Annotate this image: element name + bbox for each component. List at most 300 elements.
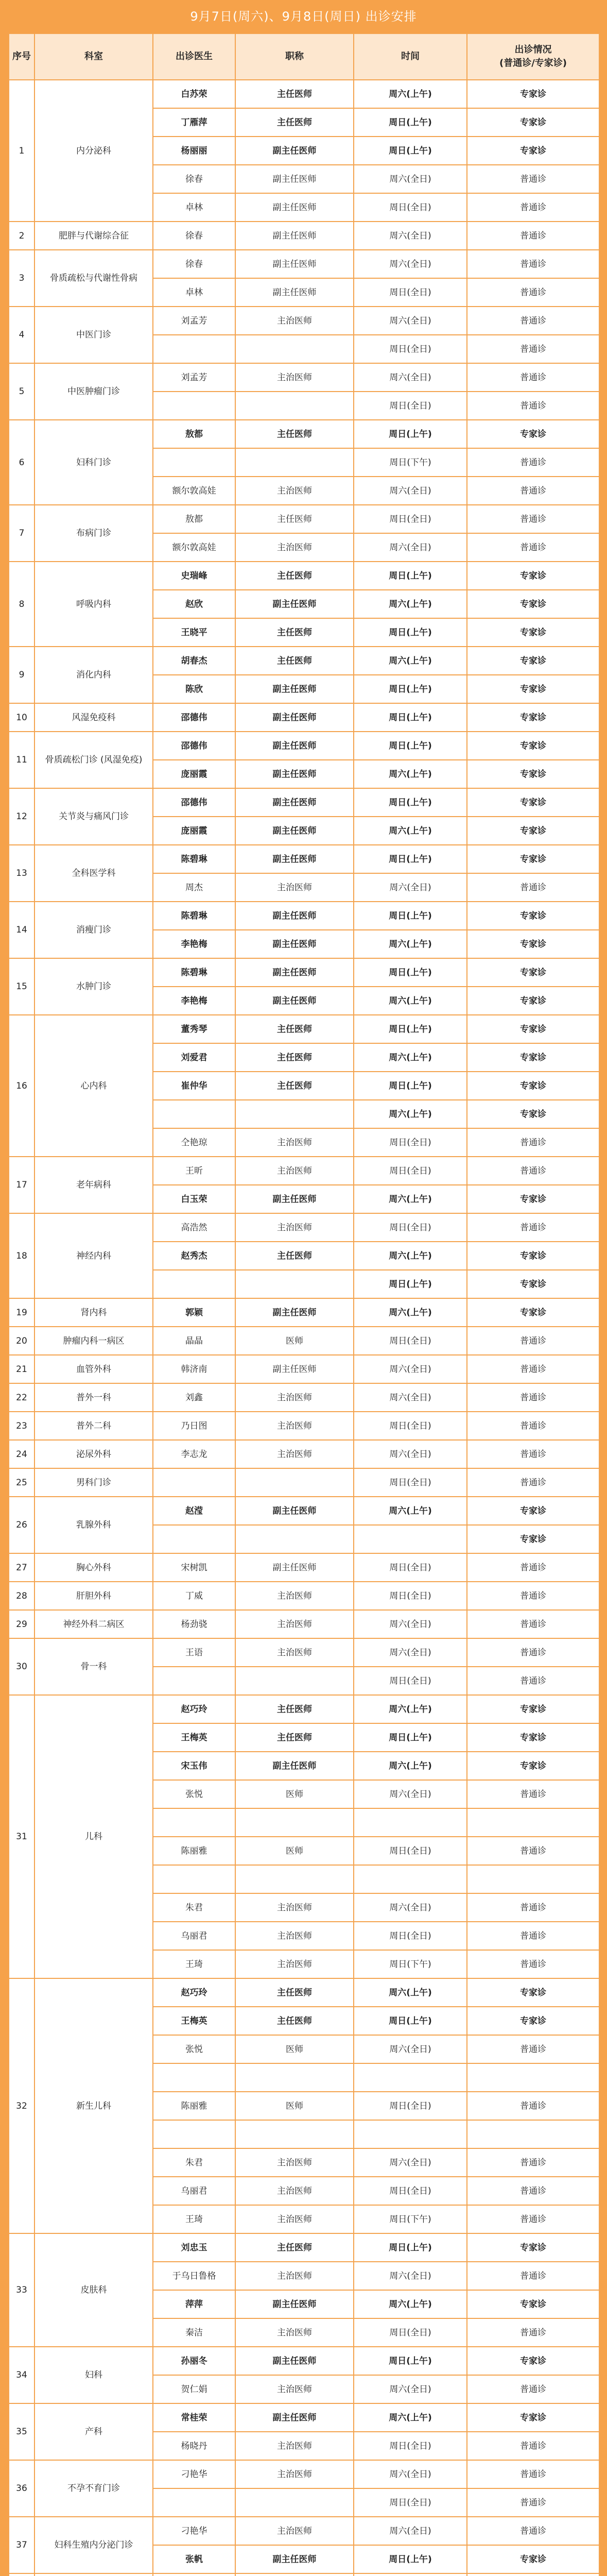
clinic-type: 普通诊 <box>467 250 599 278</box>
row-index: 22 <box>9 1383 34 1412</box>
doctor-title: 副主任医师 <box>235 222 354 250</box>
row-index: 27 <box>9 1553 34 1582</box>
doctor-name: 胡春杰 <box>153 647 235 675</box>
doctor-title <box>235 1100 354 1128</box>
doctor-name: 朱君 <box>153 1893 235 1922</box>
clinic-time: 周六(上午) <box>354 987 467 1015</box>
clinic-time: 周日(全日) <box>354 2177 467 2205</box>
header-department: 科室 <box>34 33 153 80</box>
doctor-title: 主治医师 <box>235 1950 354 1978</box>
doctor-title: 主治医师 <box>235 2148 354 2177</box>
row-index: 12 <box>9 788 34 845</box>
clinic-time: 周六(全日) <box>354 1893 467 1922</box>
department-name: 肝胆外科 <box>34 1582 153 1610</box>
doctor-name: 李志龙 <box>153 1440 235 1468</box>
table-row <box>9 1412 599 1440</box>
row-index: 33 <box>9 2233 34 2347</box>
doctor-title: 主任医师 <box>235 80 354 108</box>
doctor-name: 孙丽冬 <box>153 2347 235 2375</box>
doctor-title: 主任医师 <box>235 1723 354 1752</box>
doctor-title: 主治医师 <box>235 1638 354 1667</box>
clinic-type <box>467 1808 599 1837</box>
department-name: 新生儿科 <box>34 1978 153 2233</box>
row-index: 11 <box>9 732 34 788</box>
clinic-time: 周六(全日) <box>354 533 467 562</box>
department-name: 普外一科 <box>34 1383 153 1412</box>
clinic-type: 普通诊 <box>467 1638 599 1667</box>
clinic-time: 周六(全日) <box>354 2517 467 2545</box>
doctor-title: 副主任医师 <box>235 703 354 732</box>
clinic-time: 周日(上午) <box>354 2007 467 2035</box>
doctor-title <box>235 1525 354 1553</box>
clinic-type: 专家诊 <box>467 987 599 1015</box>
clinic-type: 专家诊 <box>467 1298 599 1327</box>
clinic-time: 周日(上午) <box>354 902 467 930</box>
doctor-name: 于乌日鲁格 <box>153 2262 235 2290</box>
doctor-title <box>235 1468 354 1497</box>
clinic-time: 周日(下午) <box>354 448 467 477</box>
table-row <box>9 2403 599 2432</box>
department-name <box>34 2573 153 2576</box>
clinic-time: 周六(全日) <box>354 165 467 193</box>
department-name: 骨质疏松门诊 (风湿免疫) <box>34 732 153 788</box>
doctor-name <box>153 1525 235 1553</box>
clinic-time: 周日(全日) <box>354 278 467 307</box>
header-title: 职称 <box>235 33 354 80</box>
clinic-time: 周六(全日) <box>354 250 467 278</box>
clinic-type: 专家诊 <box>467 703 599 732</box>
doctor-title: 副主任医师 <box>235 732 354 760</box>
department-name: 儿科 <box>34 1695 153 1978</box>
doctor-title: 主任医师 <box>235 1242 354 1270</box>
clinic-type: 专家诊 <box>467 1525 599 1553</box>
clinic-type: 专家诊 <box>467 817 599 845</box>
clinic-type: 专家诊 <box>467 1185 599 1213</box>
row-index: 34 <box>9 2347 34 2403</box>
table-row <box>9 505 599 533</box>
table-row <box>9 788 599 817</box>
doctor-name: 常桂荣 <box>153 2403 235 2432</box>
doctor-title: 主任医师 <box>235 2233 354 2262</box>
clinic-time <box>354 2063 467 2092</box>
clinic-type: 专家诊 <box>467 788 599 817</box>
doctor-title: 主治医师 <box>235 477 354 505</box>
row-index: 37 <box>9 2517 34 2573</box>
doctor-title: 主任医师 <box>235 420 354 448</box>
clinic-time: 周日(全日) <box>354 335 467 363</box>
clinic-time: 周六(全日) <box>354 2148 467 2177</box>
clinic-time <box>354 2120 467 2148</box>
department-name: 关节炎与痛风门诊 <box>34 788 153 845</box>
doctor-title: 主任医师 <box>235 618 354 647</box>
clinic-time: 周日(上午) <box>354 562 467 590</box>
doctor-name: 徐春 <box>153 222 235 250</box>
row-index: 3 <box>9 250 34 307</box>
doctor-name <box>153 335 235 363</box>
doctor-title: 主任医师 <box>235 562 354 590</box>
doctor-name: 晶晶 <box>153 1327 235 1355</box>
clinic-time: 周六(全日) <box>354 363 467 392</box>
clinic-type: 专家诊 <box>467 1978 599 2007</box>
doctor-title: 主治医师 <box>235 1383 354 1412</box>
doctor-name: 邵德伟 <box>153 788 235 817</box>
doctor-name: 赵秀杰 <box>153 1242 235 1270</box>
row-index: 2 <box>9 222 34 250</box>
doctor-title: 主任医师 <box>235 505 354 533</box>
doctor-name: 白苏荣 <box>153 80 235 108</box>
doctor-title: 主任医师 <box>235 1695 354 1723</box>
row-index: 29 <box>9 1610 34 1638</box>
table-row <box>9 1298 599 1327</box>
doctor-name: 萍萍 <box>153 2290 235 2318</box>
department-name: 中医门诊 <box>34 307 153 363</box>
table-row <box>9 1383 599 1412</box>
clinic-time: 周日(全日) <box>354 1157 467 1185</box>
doctor-name: 刁艳华 <box>153 2517 235 2545</box>
clinic-time: 周日(上午) <box>354 420 467 448</box>
doctor-name: 邵德伟 <box>153 732 235 760</box>
doctor-title <box>235 2488 354 2517</box>
clinic-time: 周日(全日) <box>354 193 467 222</box>
clinic-time: 周日(全日) <box>354 505 467 533</box>
clinic-time: 周日(全日) <box>354 1213 467 1242</box>
doctor-name: 韩济南 <box>153 1355 235 1383</box>
clinic-type <box>467 1865 599 1893</box>
table-row <box>9 1978 599 2007</box>
header-time: 时间 <box>354 33 467 80</box>
clinic-type: 专家诊 <box>467 2233 599 2262</box>
row-index: 30 <box>9 1638 34 1695</box>
doctor-name: 张悦 <box>153 2035 235 2063</box>
doctor-title: 副主任医师 <box>235 2545 354 2573</box>
doctor-title: 副主任医师 <box>235 2290 354 2318</box>
clinic-type: 普通诊 <box>467 1383 599 1412</box>
doctor-name: 李艳梅 <box>153 987 235 1015</box>
table-row <box>9 1213 599 1242</box>
clinic-type: 普通诊 <box>467 1610 599 1638</box>
department-name: 布病门诊 <box>34 505 153 562</box>
doctor-name: 朱君 <box>153 2148 235 2177</box>
clinic-time: 周六(上午) <box>354 1242 467 1270</box>
doctor-name: 宋树凯 <box>153 1553 235 1582</box>
clinic-type: 专家诊 <box>467 732 599 760</box>
clinic-type: 专家诊 <box>467 1723 599 1752</box>
clinic-time: 周六(全日) <box>354 1440 467 1468</box>
doctor-name <box>153 1808 235 1837</box>
doctor-name <box>153 2120 235 2148</box>
department-name: 呼吸内科 <box>34 562 153 647</box>
doctor-title: 副主任医师 <box>235 760 354 788</box>
table-row <box>9 2347 599 2375</box>
table-row <box>9 420 599 448</box>
clinic-type: 普通诊 <box>467 2262 599 2290</box>
row-index: 5 <box>9 363 34 420</box>
clinic-type: 普通诊 <box>467 533 599 562</box>
clinic-time: 周六(上午) <box>354 647 467 675</box>
doctor-title: 主治医师 <box>235 1582 354 1610</box>
doctor-name: 贺仁娟 <box>153 2375 235 2403</box>
clinic-type: 专家诊 <box>467 1270 599 1298</box>
table-row <box>9 703 599 732</box>
clinic-time: 周六(全日) <box>354 307 467 335</box>
department-name: 胸心外科 <box>34 1553 153 1582</box>
clinic-type: 普通诊 <box>467 1553 599 1582</box>
clinic-time: 周日(全日) <box>354 1667 467 1695</box>
clinic-type: 普通诊 <box>467 335 599 363</box>
doctor-name: 王琦 <box>153 1950 235 1978</box>
doctor-title: 副主任医师 <box>235 817 354 845</box>
department-name: 内分泌科 <box>34 80 153 222</box>
clinic-time: 周六(上午) <box>354 817 467 845</box>
department-name: 乳腺外科 <box>34 1497 153 1553</box>
doctor-name <box>153 2063 235 2092</box>
doctor-title: 副主任医师 <box>235 987 354 1015</box>
doctor-name <box>153 392 235 420</box>
clinic-type: 专家诊 <box>467 675 599 703</box>
clinic-time: 周日(上午) <box>354 675 467 703</box>
doctor-name: 赵滢 <box>153 1497 235 1525</box>
clinic-time: 周日(上午) <box>354 732 467 760</box>
clinic-time: 周日(全日) <box>354 1128 467 1157</box>
doctor-title: 副主任医师 <box>235 2347 354 2375</box>
doctor-name: 刁艳华 <box>153 2460 235 2488</box>
department-name: 心内科 <box>34 1015 153 1157</box>
row-index: 16 <box>9 1015 34 1157</box>
doctor-name <box>153 2573 235 2576</box>
clinic-time: 周六(全日) <box>354 873 467 902</box>
clinic-type: 专家诊 <box>467 930 599 958</box>
clinic-time: 周日(上午) <box>354 137 467 165</box>
department-name: 男科门诊 <box>34 1468 153 1497</box>
department-name: 肾内科 <box>34 1298 153 1327</box>
doctor-name: 卓林 <box>153 278 235 307</box>
clinic-type: 专家诊 <box>467 1043 599 1072</box>
doctor-title <box>235 448 354 477</box>
table-row <box>9 845 599 873</box>
doctor-title: 主任医师 <box>235 1043 354 1072</box>
clinic-type: 普通诊 <box>467 2148 599 2177</box>
doctor-title: 副主任医师 <box>235 958 354 987</box>
doctor-name: 赵巧玲 <box>153 1978 235 2007</box>
clinic-time: 周日(上午) <box>354 2545 467 2573</box>
schedule-table <box>8 33 600 2576</box>
department-name: 不孕不育门诊 <box>34 2460 153 2517</box>
doctor-name: 高浩然 <box>153 1213 235 1242</box>
clinic-time: 周六(全日) <box>354 222 467 250</box>
doctor-name: 杨丽丽 <box>153 137 235 165</box>
doctor-title: 主治医师 <box>235 2517 354 2545</box>
department-name: 中医肿瘤门诊 <box>34 363 153 420</box>
doctor-name: 董秀琴 <box>153 1015 235 1043</box>
doctor-name: 李艳梅 <box>153 930 235 958</box>
doctor-name: 刘鑫 <box>153 1383 235 1412</box>
doctor-name: 白玉荣 <box>153 1185 235 1213</box>
table-row <box>9 958 599 987</box>
doctor-title <box>235 2063 354 2092</box>
table-row <box>9 1638 599 1667</box>
row-index: 18 <box>9 1213 34 1298</box>
clinic-time: 周日(全日) <box>354 2092 467 2120</box>
row-index: 10 <box>9 703 34 732</box>
header-clinic-type: 出诊情况 (普通诊/专家诊) <box>467 33 599 80</box>
clinic-type: 专家诊 <box>467 1752 599 1780</box>
doctor-name: 丁雁萍 <box>153 108 235 137</box>
clinic-time: 周日(全日) <box>354 1582 467 1610</box>
doctor-name: 敖都 <box>153 505 235 533</box>
doctor-title: 主治医师 <box>235 1412 354 1440</box>
clinic-type: 普通诊 <box>467 307 599 335</box>
clinic-time: 周六(上午) <box>354 1497 467 1525</box>
clinic-type: 专家诊 <box>467 1072 599 1100</box>
doctor-name: 陈碧琳 <box>153 958 235 987</box>
doctor-title: 副主任医师 <box>235 845 354 873</box>
row-index: 17 <box>9 1157 34 1213</box>
clinic-time: 周日(全日) <box>354 2488 467 2517</box>
clinic-time: 周日(全日) <box>354 1412 467 1440</box>
doctor-name: 额尔敦高娃 <box>153 477 235 505</box>
doctor-title: 主治医师 <box>235 1440 354 1468</box>
clinic-type: 专家诊 <box>467 108 599 137</box>
doctor-title <box>235 335 354 363</box>
table-row <box>9 2460 599 2488</box>
row-index: 8 <box>9 562 34 647</box>
doctor-name: 王琦 <box>153 2205 235 2233</box>
doctor-name: 卓林 <box>153 193 235 222</box>
department-name: 骨质疏松与代谢性骨病 <box>34 250 153 307</box>
doctor-title: 医师 <box>235 1780 354 1808</box>
doctor-name: 额尔敦高娃 <box>153 533 235 562</box>
doctor-title: 主治医师 <box>235 873 354 902</box>
clinic-type: 普通诊 <box>467 2488 599 2517</box>
table-row <box>9 1582 599 1610</box>
doctor-title: 医师 <box>235 1327 354 1355</box>
row-index: 28 <box>9 1582 34 1610</box>
clinic-time <box>354 1865 467 1893</box>
clinic-type: 普通诊 <box>467 477 599 505</box>
doctor-title: 副主任医师 <box>235 930 354 958</box>
department-name: 肿瘤内科一病区 <box>34 1327 153 1355</box>
clinic-time: 周六(全日) <box>354 1355 467 1383</box>
table-row <box>9 902 599 930</box>
doctor-name: 徐春 <box>153 165 235 193</box>
department-name: 妇科 <box>34 2347 153 2403</box>
clinic-type: 专家诊 <box>467 1015 599 1043</box>
clinic-type: 专家诊 <box>467 618 599 647</box>
doctor-name: 张帆 <box>153 2545 235 2573</box>
doctor-title: 主治医师 <box>235 2177 354 2205</box>
clinic-time: 周六(上午) <box>354 1185 467 1213</box>
doctor-title: 主任医师 <box>235 1978 354 2007</box>
clinic-type: 普通诊 <box>467 1440 599 1468</box>
clinic-time: 周日(上午) <box>354 703 467 732</box>
doctor-title: 主治医师 <box>235 2460 354 2488</box>
clinic-time: 周日(上午) <box>354 108 467 137</box>
clinic-type: 专家诊 <box>467 647 599 675</box>
doctor-name: 丁威 <box>153 1582 235 1610</box>
table-row <box>9 222 599 250</box>
doctor-name <box>153 448 235 477</box>
doctor-name: 宋玉伟 <box>153 1752 235 1780</box>
clinic-type: 专家诊 <box>467 562 599 590</box>
clinic-time: 周六(全日) <box>354 2375 467 2403</box>
clinic-time: 周六(上午) <box>354 2403 467 2432</box>
clinic-type: 专家诊 <box>467 2347 599 2375</box>
department-name: 水肿门诊 <box>34 958 153 1015</box>
clinic-time: 周日(下午) <box>354 1950 467 1978</box>
doctor-title: 副主任医师 <box>235 137 354 165</box>
table-body <box>9 80 599 2576</box>
doctor-name <box>153 1100 235 1128</box>
clinic-type: 普通诊 <box>467 2035 599 2063</box>
doctor-name: 敖都 <box>153 420 235 448</box>
department-name: 老年病科 <box>34 1157 153 1213</box>
doctor-title: 副主任医师 <box>235 1298 354 1327</box>
clinic-type: 普通诊 <box>467 873 599 902</box>
clinic-type: 专家诊 <box>467 420 599 448</box>
table-row <box>9 363 599 392</box>
table-row <box>9 1015 599 1043</box>
clinic-type: 普通诊 <box>467 1837 599 1865</box>
clinic-type: 普通诊 <box>467 1893 599 1922</box>
doctor-name: 乃日图 <box>153 1412 235 1440</box>
doctor-title: 主治医师 <box>235 363 354 392</box>
doctor-name: 张悦 <box>153 1780 235 1808</box>
clinic-type: 普通诊 <box>467 2177 599 2205</box>
doctor-title: 主任医师 <box>235 1015 354 1043</box>
clinic-type: 普通诊 <box>467 1355 599 1383</box>
clinic-type: 普通诊 <box>467 2432 599 2460</box>
doctor-name: 史瑞峰 <box>153 562 235 590</box>
doctor-title: 主任医师 <box>235 108 354 137</box>
department-name: 肥胖与代谢综合征 <box>34 222 153 250</box>
table-row <box>9 1440 599 1468</box>
doctor-name: 徐春 <box>153 250 235 278</box>
page-title: 9月7日(周六)、9月8日(周日) 出诊安排 <box>190 9 417 24</box>
clinic-type: 普通诊 <box>467 193 599 222</box>
clinic-time: 周日(上午) <box>354 1270 467 1298</box>
doctor-title: 副主任医师 <box>235 1497 354 1525</box>
doctor-title <box>235 1865 354 1893</box>
doctor-title <box>235 2573 354 2576</box>
doctor-name: 秦洁 <box>153 2318 235 2347</box>
doctor-name: 陈欣 <box>153 675 235 703</box>
doctor-name: 郭颖 <box>153 1298 235 1327</box>
doctor-title: 主治医师 <box>235 2432 354 2460</box>
clinic-time: 周日(上午) <box>354 1072 467 1100</box>
clinic-type: 普通诊 <box>467 222 599 250</box>
doctor-name: 陈碧琳 <box>153 845 235 873</box>
department-name: 皮肤科 <box>34 2233 153 2347</box>
doctor-title: 主治医师 <box>235 2375 354 2403</box>
doctor-title: 副主任医师 <box>235 193 354 222</box>
clinic-type: 普通诊 <box>467 1128 599 1157</box>
clinic-time: 周日(全日) <box>354 392 467 420</box>
clinic-type <box>467 2063 599 2092</box>
row-index: 13 <box>9 845 34 902</box>
clinic-type: 专家诊 <box>467 958 599 987</box>
row-index: 19 <box>9 1298 34 1327</box>
doctor-title: 副主任医师 <box>235 1355 354 1383</box>
doctor-name: 陈丽雅 <box>153 2092 235 2120</box>
clinic-time: 周六(上午) <box>354 1298 467 1327</box>
doctor-name: 崔仲华 <box>153 1072 235 1100</box>
doctor-title: 副主任医师 <box>235 590 354 618</box>
table-row <box>9 1553 599 1582</box>
clinic-time: 周日(上午) <box>354 618 467 647</box>
doctor-title: 主任医师 <box>235 2007 354 2035</box>
row-index: 23 <box>9 1412 34 1440</box>
clinic-type: 普通诊 <box>467 1468 599 1497</box>
